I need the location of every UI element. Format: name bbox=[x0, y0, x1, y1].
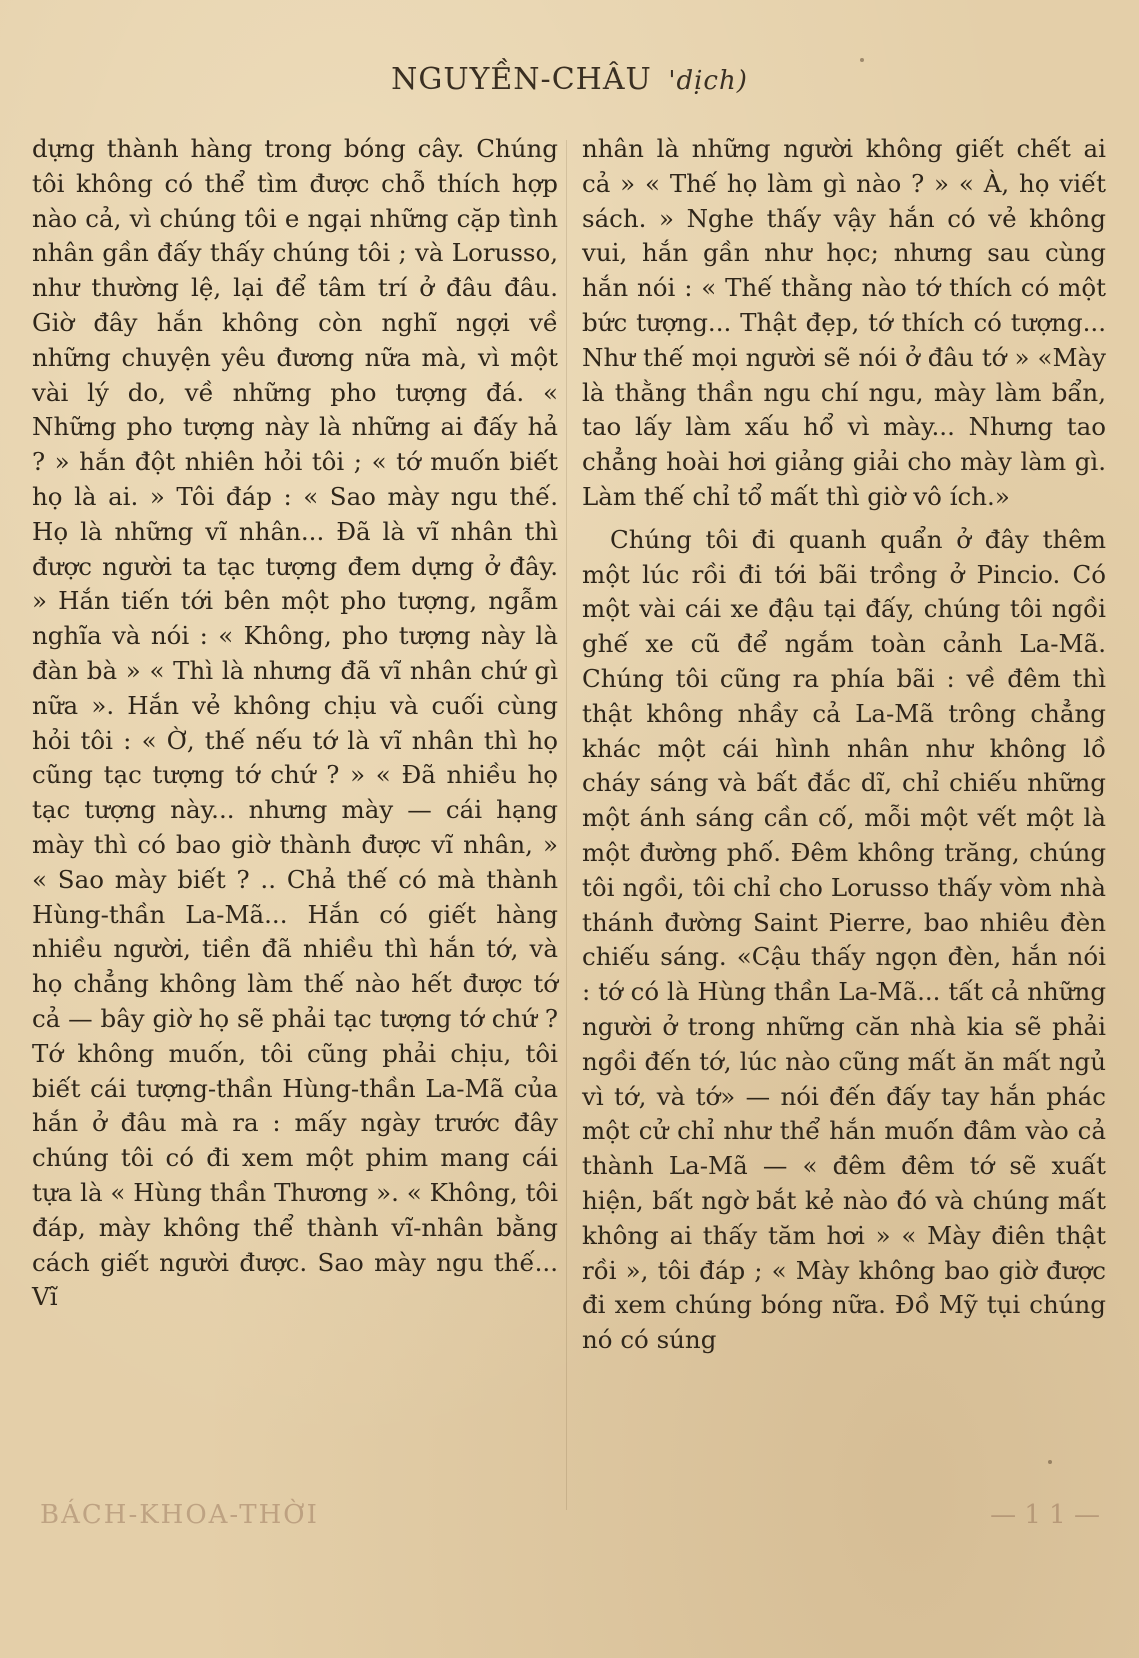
author-name: NGUYỀN-CHÂU bbox=[391, 62, 652, 97]
left-column bbox=[32, 132, 558, 1315]
left-column-text: dựng thành hàng trong bóng cây. Chúng tôi không có thể tìm được chỗ thích hợp nào cả, vì chúng tôi e ngại những cặp tình nhân gần đấy thấy chúng tôi ; và Lorusso, như thường lệ, lại để tâm trí ở đâu đâu. Giờ đây hắn không còn nghĩ ngợi về những chuyện yêu đương nữa mà, vì một vài lý do, về những pho tượng đá. « Những pho tượng này là những ai đấy hả ? » hắn đột nhiên hỏi tôi ; « tớ muốn biết họ là ai. » Tôi đáp : « Sao mày ngu thế. Họ là những vĩ nhân... Đã là vĩ nhân thì được người ta tạc tượng đem dựng ở đây. » Hắn tiến tới bên một pho tượng, ngẫm nghĩa và nói : « Không, pho tượng này là đàn bà » « Thì là nhưng đã vĩ nhân chứ gì nữa ». Hắn vẻ không chịu và cuối cùng hỏi tôi : « Ờ, thế nếu tớ là vĩ nhân thì họ cũng tạc tượng tớ chứ ? » « Đã nhiều họ tạc tượng này... nhưng mày — cái hạng mày thì có bao giờ thành được vĩ nhân, » « Sao mày biết ? .. Chả thế có mà thành Hùng-thần La-Mã... Hắn có giết hàng nhiều người, tiền đã nhiều thì hắn tớ, và họ chẳng không làm thế nào hết được tớ cả — bây giờ họ sẽ phải tạc tượng tớ chứ ? Tớ không muốn, tôi cũng phải chịu, tôi biết cái tượng-thần Hùng-thần La-Mã của hắn ở đâu mà ra : mấy ngày trước đây chúng tôi có đi xem một phim mang cái tựa là « Hùng thần Thương ». « Không, tôi đáp, mày không thể thành vĩ-nhân bằng cách giết người được. Sao mày ngu thế... Vĩ bbox=[32, 134, 558, 1312]
column-divider bbox=[566, 140, 567, 1510]
footer-page-number: — 1 1 — bbox=[990, 1500, 1100, 1530]
paper-speck bbox=[860, 58, 864, 62]
paper-speck bbox=[1048, 1460, 1052, 1464]
right-column bbox=[582, 132, 1106, 1358]
footer-magazine-name: BÁCH-KHOA-THỜI bbox=[40, 1500, 319, 1530]
right-paragraph-1: nhân là những người không giết chết ai cả » « Thế họ làm gì nào ? » « À, họ viết sách. » Nghe thấy vậy hắn có vẻ không vui, hắn gần như học; nhưng sau cùng hắn nói : « Thế thằng nào tớ thích có một bức tượng... Thật đẹp, tớ thích có tượng... Như thế mọi người sẽ nói ở đâu tớ » «Mày là thằng thần ngu chí ngu, mày làm bẩn, tao lấy làm xấu hổ vì mày... Nhưng tao chẳng hoài hơi giảng giải cho mày làm gì. Làm thế chỉ tổ mất thì giờ vô ích.» bbox=[582, 134, 1106, 511]
page-header bbox=[0, 62, 1139, 97]
translator-note: 'dịch) bbox=[668, 66, 748, 96]
right-paragraph-2: Chúng tôi đi quanh quẩn ở đây thêm một lúc rồi đi tới bãi trồng ở Pincio. Có một vài cái xe đậu tại đấy, chúng tôi ngồi ghế xe cũ để ngắm toàn cảnh La-Mã. Chúng tôi cũng ra phía bãi : về đêm thì thật không nhầy cả La-Mã trông chẳng khác một cái hình nhân như không lồ cháy sáng và bất đắc dĩ, chỉ chiếu những một ánh sáng cần cố, mỗi một vết một là một đường phố. Đêm không trăng, chúng tôi ngồi, tôi chỉ cho Lorusso thấy vòm nhà thánh đường Saint Pierre, bao nhiêu đèn chiếu sáng. «Cậu thấy ngọn đèn, hắn nói : tớ có là Hùng thần La-Mã... tất cả những người ở trong những căn nhà kia sẽ phải ngồi đến tớ, lúc nào cũng mất ăn mất ngủ vì tớ, và tớ» — nói đến đấy tay hắn phác một cử chỉ như thể hắn muốn đâm vào cả thành La-Mã — « đêm đêm tớ sẽ xuất hiện, bất ngờ bắt kẻ nào đó và chúng mất không ai thấy tăm hơi » « Mày điên thật rồi », tôi đáp ; « Mày không bao giờ được đi xem chúng bóng nữa. Đồ Mỹ tụi chúng nó có súng bbox=[582, 524, 1106, 1355]
page-footer bbox=[40, 1500, 1100, 1540]
